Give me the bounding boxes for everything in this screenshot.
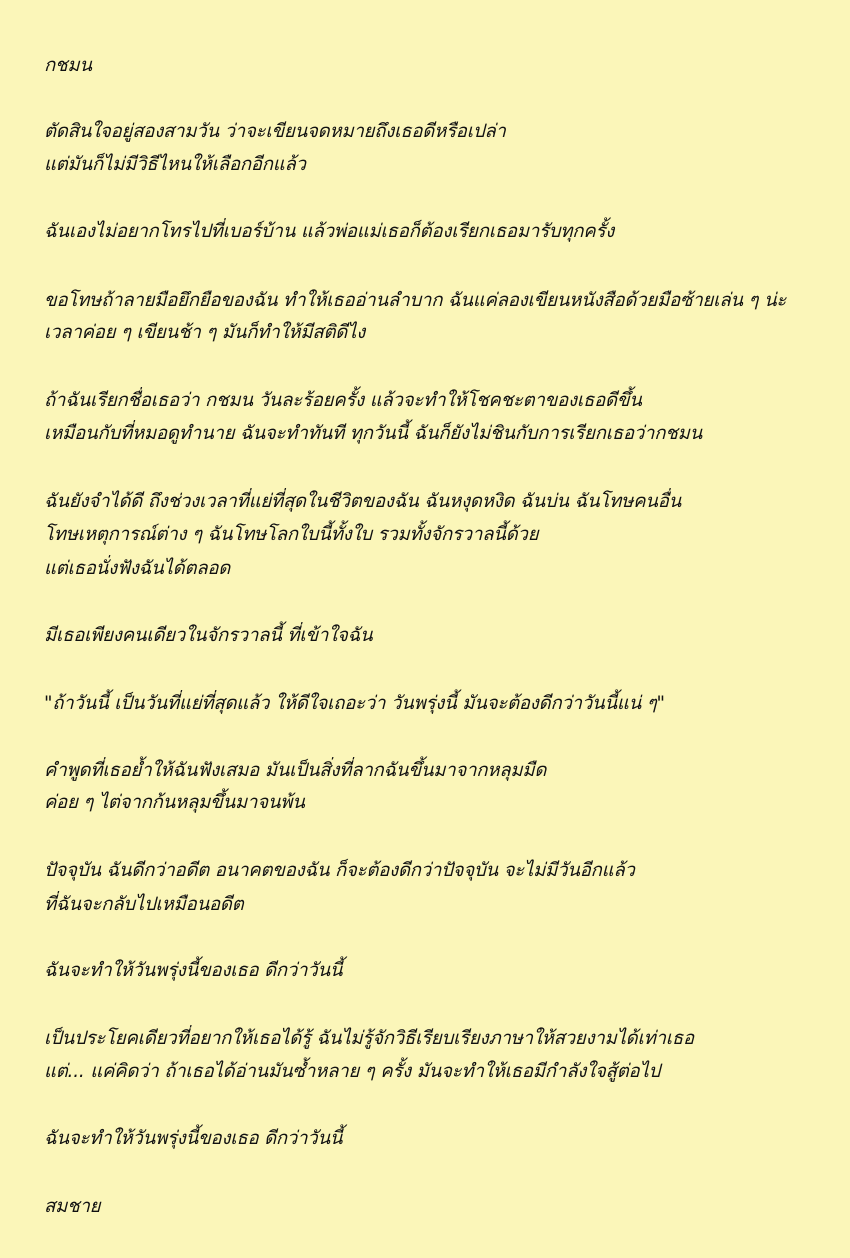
letter-line: แต่มันก็ไม่มีวิธีไหนให้เลือกอีกแล้ว [44, 154, 306, 175]
letter-line: ค่อย ๆ ไต่จากก้นหลุมขึ้นมาจนพ้น [44, 792, 305, 813]
letter-line: ฉันจะทำให้วันพรุ่งนี้ของเธอ ดีกว่าวันนี้ [44, 1128, 343, 1149]
letter-line: คำพูดที่เธอย้ำให้ฉันฟังเสมอ มันเป็นสิ่งที่ลากฉันขึ้นมาจากหลุมมืด [44, 760, 547, 781]
letter-line: แต่... แค่คิดว่า ถ้าเธอได้อ่านมันซ้ำหลาย ๆ ครั้ง มันจะทำให้เธอมีกำลังใจสู้ต่อไป [44, 1061, 661, 1082]
letter-line: แต่เธอนั่งฟังฉันได้ตลอด [44, 558, 231, 579]
letter-signature: สมชาย [44, 1196, 101, 1217]
letter-line: ฉันยังจำได้ดี ถึงช่วงเวลาที่แย่ที่สุดในชีวิตของฉัน ฉันหงุดหงิด ฉันบ่น ฉันโทษคนอื่น [44, 491, 682, 512]
letter-line: เป็นประโยคเดียวที่อยากให้เธอได้รู้ ฉันไม่รู้จักวิธีเรียบเรียงภาษาให้สวยงามได้เท่าเธอ [44, 1028, 694, 1049]
letter-line: ขอโทษถ้าลายมือยึกยือของฉัน ทำให้เธออ่านลำบาก ฉันแค่ลองเขียนหนังสือด้วยมือซ้ายเล่น ๆ น่ะ [44, 290, 787, 311]
letter-line: เวลาค่อย ๆ เขียนช้า ๆ มันก็ทำให้มีสติดีไง [44, 322, 366, 343]
letter-line: ที่ฉันจะกลับไปเหมือนอดีต [44, 894, 244, 915]
letter-line: ตัดสินใจอยู่สองสามวัน ว่าจะเขียนจดหมายถึงเธอดีหรือเปล่า [44, 121, 506, 142]
letter-line: ฉันเองไม่อยากโทรไปที่เบอร์บ้าน แล้วพ่อแม่เธอก็ต้องเรียกเธอมารับทุกครั้ง [44, 221, 615, 242]
letter-greeting: กชมน [44, 55, 92, 76]
letter-quote-line: "ถ้าวันนี้ เป็นวันที่แย่ที่สุดแล้ว ให้ดีใจเถอะว่า วันพรุ่งนี้ มันจะต้องดีกว่าวันนี้แน่ ๆ" [44, 693, 665, 714]
letter-line: เหมือนกับที่หมอดูทำนาย ฉันจะทำทันที ทุกวันนี้ ฉันก็ยังไม่ชินกับการเรียกเธอว่ากชมน [44, 423, 703, 444]
letter-line: มีเธอเพียงคนเดียวในจักรวาลนี้ ที่เข้าใจฉัน [44, 625, 373, 646]
letter-line: โทษเหตุการณ์ต่าง ๆ ฉันโทษโลกใบนี้ทั้งใบ รวมทั้งจักรวาลนี้ด้วย [44, 524, 539, 545]
letter-line: ฉันจะทำให้วันพรุ่งนี้ของเธอ ดีกว่าวันนี้ [44, 960, 343, 981]
letter-line: ถ้าฉันเรียกชื่อเธอว่า กชมน วันละร้อยครั้ง แล้วจะทำให้โชคชะตาของเธอดีขึ้น [44, 390, 642, 411]
letter-line: ปัจจุบัน ฉันดีกว่าอดีต อนาคตของฉัน ก็จะต้องดีกว่าปัจจุบัน จะไม่มีวันอีกแล้ว [44, 860, 635, 881]
